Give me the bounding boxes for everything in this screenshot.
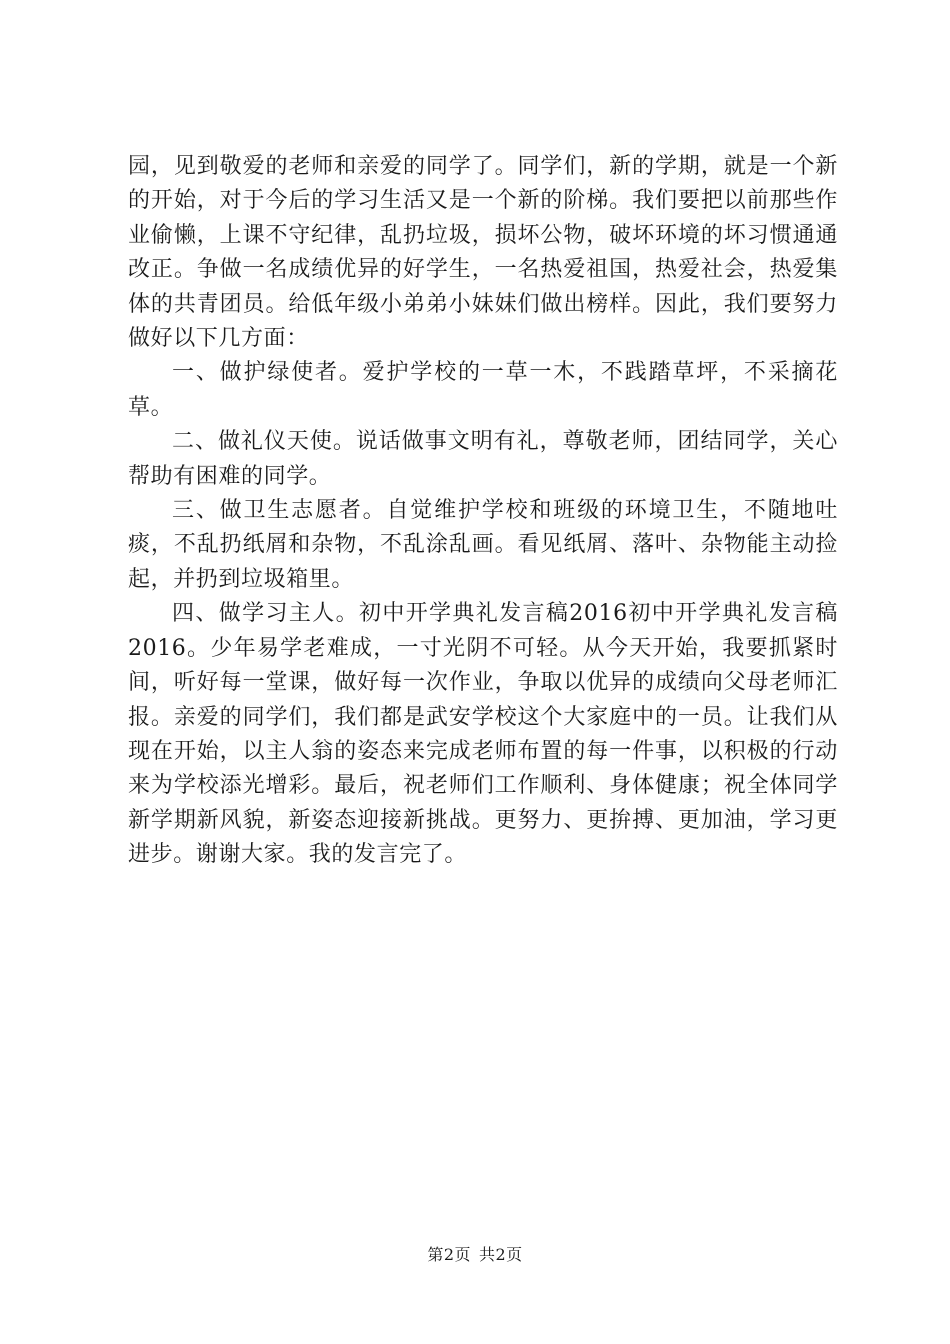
page-footer xyxy=(0,1243,950,1267)
page-number: 第2页 xyxy=(427,1245,471,1264)
paragraph-study-master: 四、做学习主人。初中开学典礼发言稿2016初中开学典礼发言稿2016。少年易学老难成，一寸光阴不可轻。从今天开始，我要抓紧时间，听好每一堂课，做好每一次作业，争取以优异的成绩向父母老师汇报。亲爱的同学们，我们都是武安学校这个大家庭中的一员。让我们从现在开始，以主人翁的姿态来完成老师布置的每一件事，以积极的行动来为学校添光增彩。最后，祝老师们工作顺利、身体健康；祝全体同学新学期新风貌，新姿态迎接新挑战。更努力、更拚搏、更加油，学习更进步。谢谢大家。我的发言完了。 xyxy=(128,601,838,868)
paragraph-hygiene-volunteer: 三、做卫生志愿者。自觉维护学校和班级的环境卫生，不随地吐痰，不乱扔纸屑和杂物，不乱涂乱画。看见纸屑、落叶、杂物能主动捡起，并扔到垃圾箱里。 xyxy=(128,498,838,592)
paragraph-etiquette-angel: 二、做礼仪天使。说话做事文明有礼，尊敬老师，团结同学，关心帮助有困难的同学。 xyxy=(128,429,838,489)
paragraph-intro-continued: 园，见到敬爱的老师和亲爱的同学了。同学们，新的学期，就是一个新的开始，对于今后的学习生活又是一个新的阶梯。我们要把以前那些作业偷懒，上课不守纪律，乱扔垃圾，损坏公物，破坏环境的坏习惯通通改正。争做一名成绩优异的好学生，一名热爱祖国，热爱社会，热爱集体的共青团员。给低年级小弟弟小妹妹们做出榜样。因此，我们要努力做好以下几方面： xyxy=(128,154,838,352)
paragraph-green-guardian: 一、做护绿使者。爱护学校的一草一木，不践踏草坪，不采摘花草。 xyxy=(128,360,838,420)
document-body xyxy=(128,150,838,873)
page-total: 共2页 xyxy=(479,1245,523,1264)
